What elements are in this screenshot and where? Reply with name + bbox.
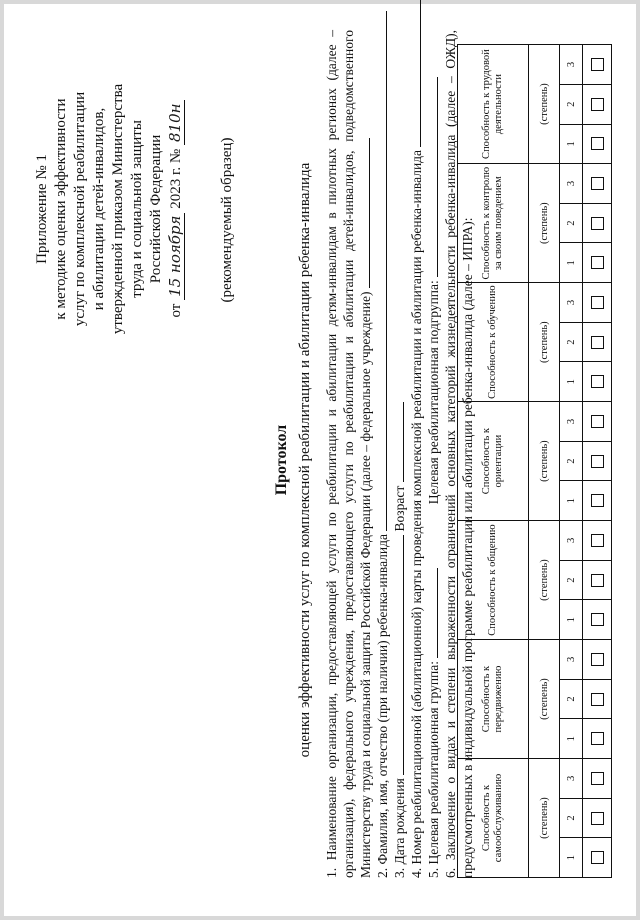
document-title: Протокол [273,424,290,496]
category-header: Способность к обучению [458,283,529,402]
field-group [425,30,442,878]
category-header: Способность к контролю за своим поведением [458,164,529,283]
degree-checkbox[interactable] [591,534,604,547]
field-name-label: 2. Фамилия, имя, отчество (при наличии) ребенка-инвалида [375,533,390,878]
degree-number: 3 [560,402,583,442]
degree-checkbox[interactable] [591,58,604,71]
field-birth [391,30,408,878]
category-header: Способность к трудовой деятельности [458,45,529,164]
field-name [374,30,391,878]
document-page [4,4,636,916]
field-birth-label: 3. Дата рождения [392,778,407,878]
degree-number: 2 [560,84,583,124]
category-row [458,45,529,878]
appendix-line: и абилитации детей-инвалидов, [91,107,107,311]
degree-label: (степень) [529,640,560,759]
field-card-number-blank[interactable] [409,0,421,147]
degree-checkbox[interactable] [591,732,604,745]
degree-checkbox[interactable] [591,851,604,864]
appendix-line: Приложение № 1 [34,154,50,264]
category-header: Способность к передвижению [458,640,529,759]
degree-number: 3 [560,640,583,680]
degree-checkbox[interactable] [591,772,604,785]
degree-label: (степень) [529,164,560,283]
degree-label: (степень) [529,283,560,402]
field-conclusion-label: 6. Заключение о видах и степени выраженности ограничений основных категорий жизнедеятельности ребенка-инвалида (далее – ОЖД), предусмотренных в индивидуальной программе реабилитации или абилитации ребенка-инвалида (далее – ИПРА): [443,30,475,878]
form-fields [323,30,476,878]
degree-checkbox[interactable] [591,137,604,150]
degree-checkbox[interactable] [591,415,604,428]
sample-note: (рекомендуемый образец) [219,137,235,303]
degree-checkbox[interactable] [591,98,604,111]
degree-number: 1 [560,124,583,164]
degree-number: 1 [560,362,583,402]
capability-table [457,44,612,878]
category-header: Способность к ориентации [458,402,529,521]
category-header: Способность к самообслуживанию [458,759,529,878]
handwritten-date: 15 ноября [166,213,185,300]
degree-number: 3 [560,759,583,799]
degree-label: (степень) [529,45,560,164]
appendix-line: труда и социальной защиты [129,120,145,298]
field-organization-label: 1. Наименование организации, предоставляющей услуги по реабилитации и абилитации детям-инвалидам в пилотных регионах (далее – организация), федерального учреждения, предоставляющего услуги по реабилитации и абилитации детей-инвалидов, подведомственного Министерству труда и социальной защиты Российской Федерации (далее – федеральное учреждение) [324,30,373,878]
degree-checkbox[interactable] [591,256,604,269]
degree-checkbox[interactable] [591,574,604,587]
field-card-number [408,30,425,878]
handwritten-number: 810н [166,100,185,145]
degree-number: 3 [560,45,583,85]
field-group-label: 5. Целевая реабилитационная группа: [426,660,441,878]
degree-label-row [529,45,560,878]
degree-number: 2 [560,441,583,481]
year-text: 2023 г. № [168,148,184,209]
degree-number: 1 [560,719,583,759]
appendix-line: утвержденной приказом Министерства [110,83,126,335]
appendix-line: Российской Федерации [148,134,164,284]
date-prefix: от [168,303,184,318]
field-organization [323,30,374,878]
capability-table-wrap [457,44,612,878]
category-header: Способность к общению [458,521,529,640]
degree-number: 3 [560,164,583,204]
appendix-line: услуг по комплексной реабилитации [72,91,88,327]
degree-checkbox[interactable] [591,336,604,349]
field-group-blank[interactable] [426,568,438,658]
degree-checkbox[interactable] [591,494,604,507]
degree-checkbox[interactable] [591,653,604,666]
degree-checkbox[interactable] [591,613,604,626]
degree-checkbox[interactable] [591,296,604,309]
appendix-block [33,64,186,354]
degree-checkbox[interactable] [591,455,604,468]
degree-number: 1 [560,600,583,640]
degree-number: 3 [560,283,583,323]
field-subgroup-label: Целевая реабилитационная подгруппа: [426,280,441,505]
degree-number: 2 [560,560,583,600]
degree-number: 3 [560,521,583,561]
degree-number: 2 [560,679,583,719]
degree-number: 1 [560,838,583,878]
field-organization-blank[interactable] [358,138,370,288]
degree-number-row [560,45,583,878]
document-subtitle: оценки эффективности услуг по комплексной реабилитации и абилитации ребенка-инвалида [297,162,313,758]
field-card-number-label: 4. Номер реабилитационной (абилитационной) карты проведения комплексной реабилитации и абилитации ребенка-инвалида [409,149,424,878]
field-age-blank[interactable] [392,402,404,482]
degree-checkbox[interactable] [591,177,604,190]
degree-checkbox[interactable] [591,217,604,230]
degree-label: (степень) [529,759,560,878]
degree-number: 1 [560,481,583,521]
field-age-label: Возраст [392,485,407,532]
field-name-blank[interactable] [375,11,387,531]
field-birth-blank[interactable] [392,535,404,775]
degree-number: 2 [560,798,583,838]
checkbox-row [583,45,612,878]
degree-checkbox[interactable] [591,812,604,825]
appendix-line: к методике оценки эффективности [53,98,69,320]
degree-checkbox[interactable] [591,693,604,706]
degree-number: 1 [560,243,583,283]
degree-label: (степень) [529,521,560,640]
rotated-document [5,10,635,910]
degree-number: 2 [560,322,583,362]
degree-label: (степень) [529,402,560,521]
decree-date-line [166,64,186,354]
field-subgroup-blank[interactable] [426,77,438,277]
degree-number: 2 [560,203,583,243]
degree-checkbox[interactable] [591,375,604,388]
